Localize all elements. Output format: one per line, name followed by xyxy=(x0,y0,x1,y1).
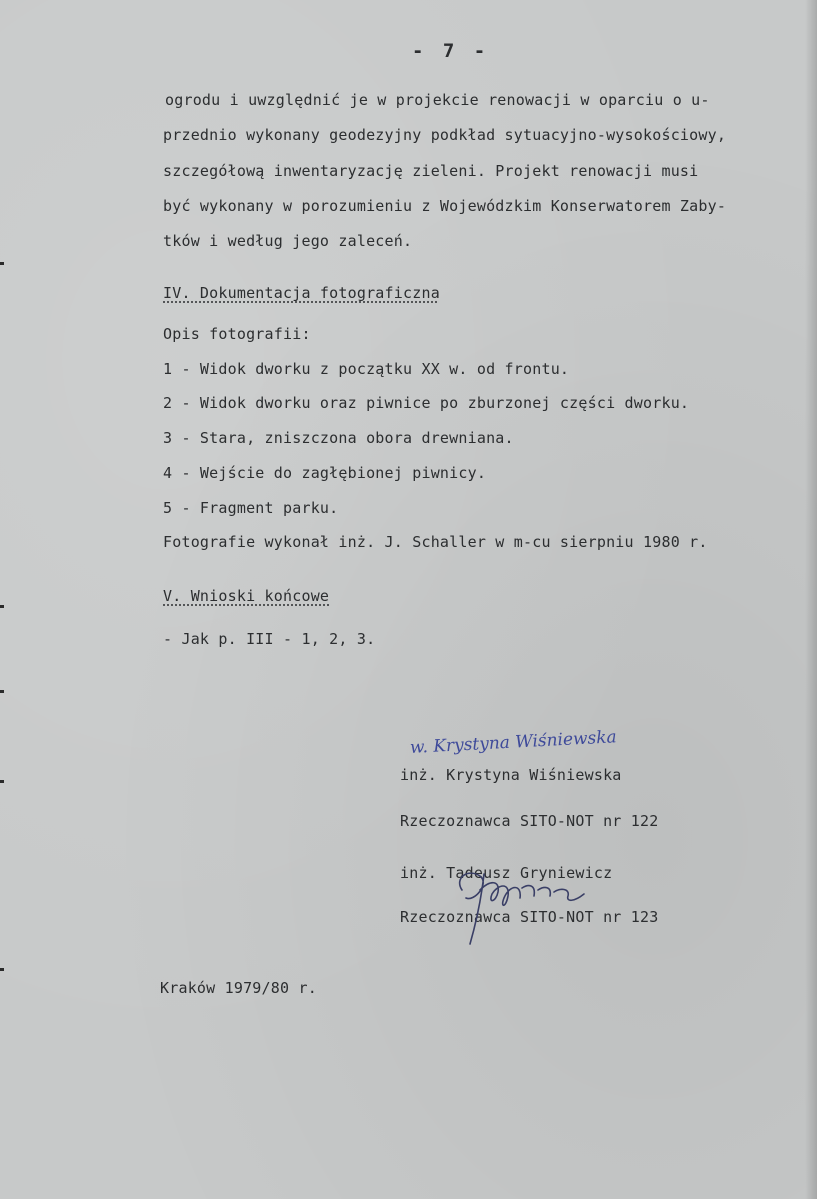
paragraph-line: ogrodu i uwzględnić je w projekcie renowacji w oparciu o u- xyxy=(165,91,710,109)
punch-mark xyxy=(0,605,4,608)
section-heading-conclusions: V. Wnioski końcowe xyxy=(163,587,330,605)
page-number: - 7 - xyxy=(412,40,490,62)
signatory-name: inż. Tadeusz Gryniewicz xyxy=(400,864,613,882)
photo-item: 4 - Wejście do zagłębionej piwnicy. xyxy=(163,464,487,482)
punch-mark xyxy=(0,262,4,265)
punch-mark xyxy=(0,780,4,783)
paragraph-line: szczegółową inwentaryzację zieleni. Projekt renowacji musi xyxy=(163,162,699,180)
signatory-role: Rzeczoznawca SITO-NOT nr 122 xyxy=(400,812,659,830)
punch-mark xyxy=(0,968,4,971)
photo-credit: Fotografie wykonał inż. J. Schaller w m-cu sierpniu 1980 r. xyxy=(163,533,708,551)
paragraph-line: być wykonany w porozumieniu z Wojewódzkim Konserwatorem Zaby- xyxy=(163,197,727,215)
paragraph-line: tków i według jego zaleceń. xyxy=(163,232,413,250)
photo-item: 1 - Widok dworku z początku XX w. od frontu. xyxy=(163,360,570,378)
photo-item: 2 - Widok dworku oraz piwnice po zburzonej części dworku. xyxy=(163,394,690,412)
punch-mark xyxy=(0,690,4,693)
photo-description-label: Opis fotografii: xyxy=(163,325,311,343)
paragraph-line: przednio wykonany geodezyjny podkład sytuacyjno-wysokościowy, xyxy=(163,126,727,144)
signatory-role: Rzeczoznawca SITO-NOT nr 123 xyxy=(400,908,659,926)
handwritten-signature xyxy=(440,858,610,948)
conclusions-text: - Jak p. III - 1, 2, 3. xyxy=(163,630,376,648)
photo-item: 5 - Fragment parku. xyxy=(163,499,339,517)
photo-item: 3 - Stara, zniszczona obora drewniana. xyxy=(163,429,514,447)
handwritten-note: w. Krystyna Wiśniewska xyxy=(409,727,618,758)
place-and-date: Kraków 1979/80 r. xyxy=(160,979,317,997)
signatory-name: inż. Krystyna Wiśniewska xyxy=(400,766,622,784)
section-heading-photo-documentation: IV. Dokumentacja fotograficzna xyxy=(163,284,440,302)
page-edge-shadow xyxy=(805,0,817,1199)
